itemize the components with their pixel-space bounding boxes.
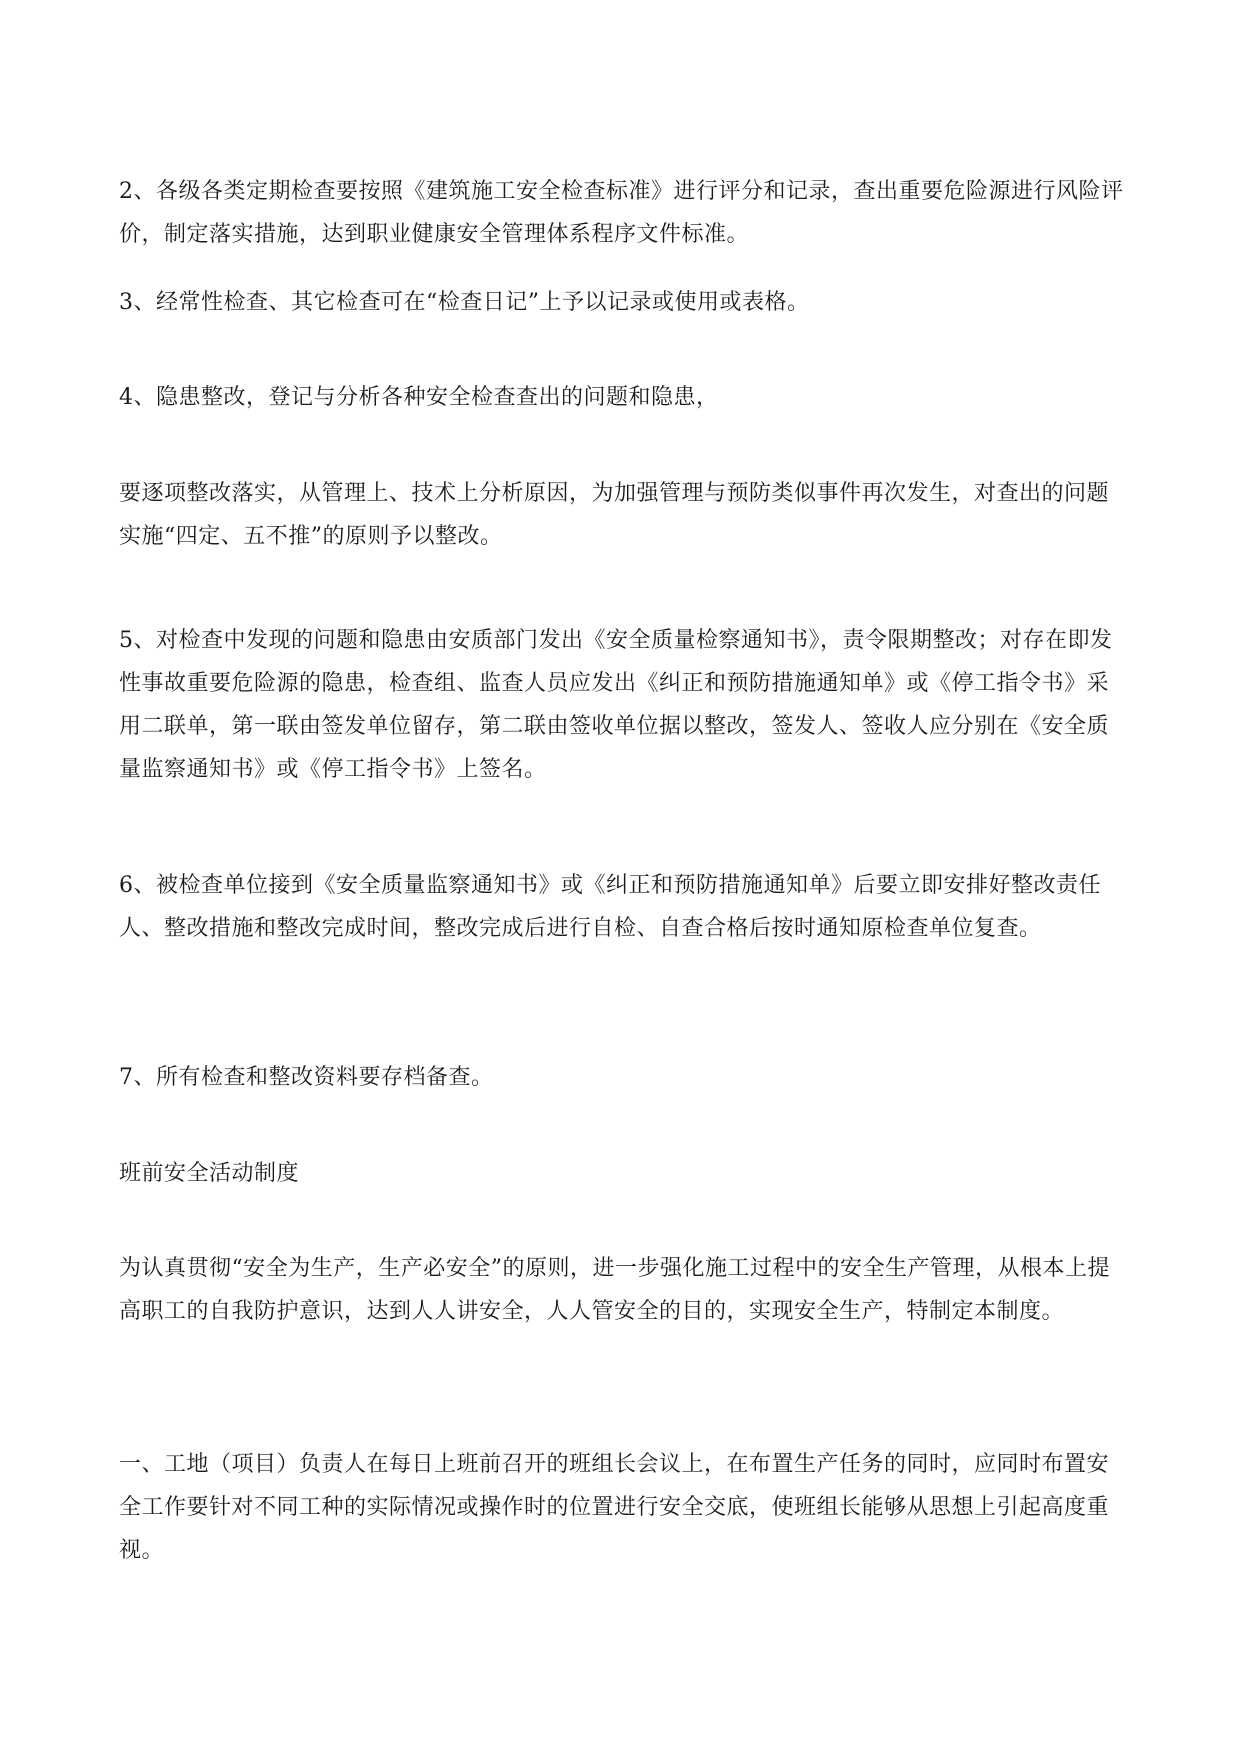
paragraph-item-5: 5、对检查中发现的问题和隐患由安质部门发出《安全质量检察通知书》，责令限期整改；对存在即发性事故重要危险源的隐患，检查组、监查人员应发出《纠正和预防措施通知单》或《停工指令书》采用二联单，第一联由签发单位留存，第二联由签收单位据以整改，签发人、签收人应分别在《安全质量监察通知书》或《停工指令书》上签名。 (119, 628, 1113, 782)
paragraph-item-2: 2、各级各类定期检查要按照《建筑施工安全检查标准》进行评分和记录，查出重要危险源进行风险评价，制定落实措施，达到职业健康安全管理体系程序文件标准。 (119, 179, 1124, 247)
section-heading: 班前安全活动制度 (119, 1161, 300, 1186)
paragraph-intro: 为认真贯彻“安全为生产，生产必安全”的原则，进一步强化施工过程中的安全生产管理，从根本上提高职工的自我防护意识，达到人人讲安全，人人管安全的目的，实现安全生产，特制定本制度。 (119, 1256, 1110, 1324)
paragraph-item-3: 3、经常性检查、其它检查可在“检查日记”上予以记录或使用或表格。 (119, 290, 810, 315)
paragraph-item-4-continued: 要逐项整改落实，从管理上、技术上分析原因，为加强管理与预防类似事件再次发生，对查出的问题实施“四定、五不推”的原则予以整改。 (119, 481, 1110, 549)
paragraph-item-6: 6、被检查单位接到《安全质量监察通知书》或《纠正和预防措施通知单》后要立即安排好整改责任人、整改措施和整改完成时间，整改完成后进行自检、自查合格后按时通知原检查单位复查。 (119, 873, 1102, 941)
paragraph-item-7: 7、所有检查和整改资料要存档备查。 (119, 1065, 494, 1090)
paragraph-item-4: 4、隐患整改，登记与分析各种安全检查查出的问题和隐患， (119, 385, 719, 410)
paragraph-rule-1: 一、工地（项目）负责人在每日上班前召开的班组长会议上，在布置生产任务的同时，应同时布置安全工作要针对不同工种的实际情况或操作时的位置进行安全交底，使班组长能够从思想上引起高度重视。 (119, 1452, 1110, 1563)
